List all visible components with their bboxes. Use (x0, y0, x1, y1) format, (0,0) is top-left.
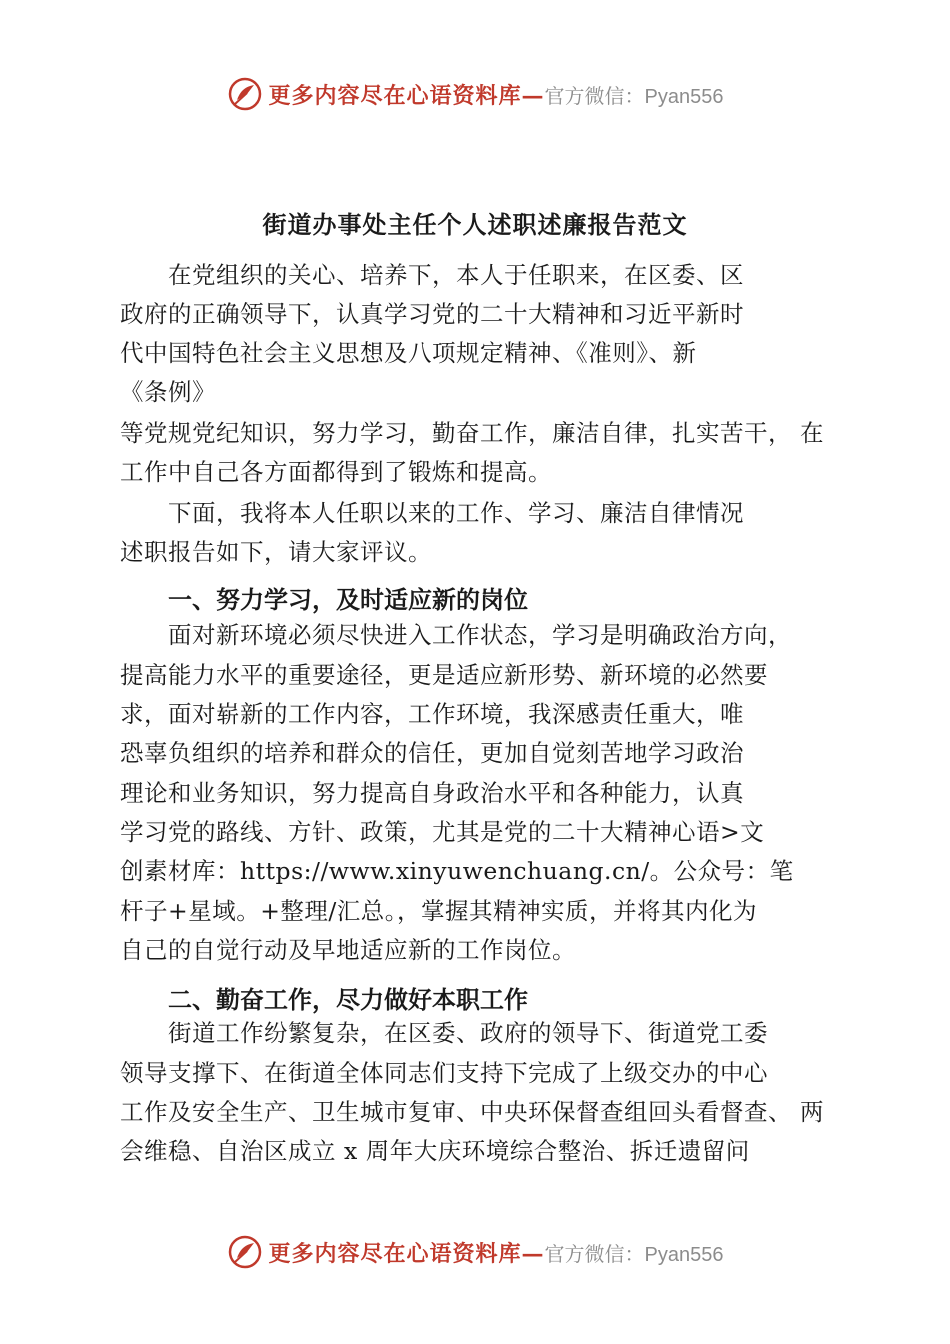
paragraph-line: 求，面对崭新的工作内容，工作环境，我深感责任重大，唯 (120, 700, 744, 728)
watermark-brand-text: 更多内容尽在心语资料库— (268, 1240, 545, 1267)
paragraph-line: 提高能力水平的重要途径，更是适应新形势、新环境的必然要 (120, 661, 768, 689)
paragraph-line: 在党组织的关心、培养下，本人于任职来，在区委、区 (168, 261, 744, 289)
paragraph-line: 创素材库：https://www.xinyuwenchuang.cn/。公众号：笔 (120, 857, 794, 885)
paragraph-line: 《条例》 (120, 378, 216, 406)
paragraph-line: 街道工作纷繁复杂，在区委、政府的领导下、街道党工委 (168, 1019, 768, 1047)
watermark-contact-text: 官方微信：Pyan556 (544, 1243, 724, 1266)
document-title: 街道办事处主任个人述职述廉报告范文 (262, 211, 688, 239)
paragraph-line: 代中国特色社会主义思想及八项规定精神、《准则》、新 (120, 339, 697, 367)
paragraph-line: 工作中自己各方面都得到了锻炼和提高。 (120, 458, 552, 486)
brand-logo-icon (227, 76, 263, 112)
paragraph-line: 工作及安全生产、卫生城市复审、中央环保督查组回头看督查、 两 (120, 1098, 824, 1126)
paragraph-line: 面对新环境必须尽快进入工作状态，学习是明确政治方向， (168, 621, 792, 649)
paragraph-line: 述职报告如下，请大家评议。 (120, 538, 432, 566)
watermark-contact-text: 官方微信：Pyan556 (544, 85, 724, 108)
paragraph-line: 等党规党纪知识，努力学习，勤奋工作，廉洁自律，扎实苦干， 在 (120, 419, 824, 447)
paragraph-line: 领导支撑下、在街道全体同志们支持下完成了上级交办的中心 (120, 1059, 768, 1087)
paragraph-line: 学习党的路线、方针、政策，尤其是党的二十大精神心语>文 (120, 818, 765, 846)
paragraph-line: 理论和业务知识，努力提高自身政治水平和各种能力，认真 (120, 779, 744, 807)
paragraph-line: 自己的自觉行动及早地适应新的工作岗位。 (120, 936, 576, 964)
brand-logo-icon (227, 1234, 263, 1270)
paragraph-line: 政府的正确领导下，认真学习党的二十大精神和习近平新时 (120, 300, 744, 328)
paragraph-line: 杆子+星域。+整理/汇总。，掌握其精神实质，并将其内化为 (120, 897, 758, 925)
paragraph-line: 会维稳、自治区成立 x 周年大庆环境综合整治、拆迁遗留问 (120, 1137, 750, 1165)
paragraph-line: 恐辜负组织的培养和群众的信任，更加自觉刻苦地学习政治 (120, 739, 744, 767)
section-heading-1: 一、努力学习，及时适应新的岗位 (168, 586, 528, 614)
watermark-banner-bottom (0, 1228, 950, 1276)
paragraph-line: 下面，我将本人任职以来的工作、学习、廉洁自律情况 (168, 499, 744, 527)
section-heading-2: 二、勤奋工作，尽力做好本职工作 (168, 986, 528, 1014)
watermark-banner-top (0, 70, 950, 118)
watermark-brand-text: 更多内容尽在心语资料库— (268, 82, 545, 109)
